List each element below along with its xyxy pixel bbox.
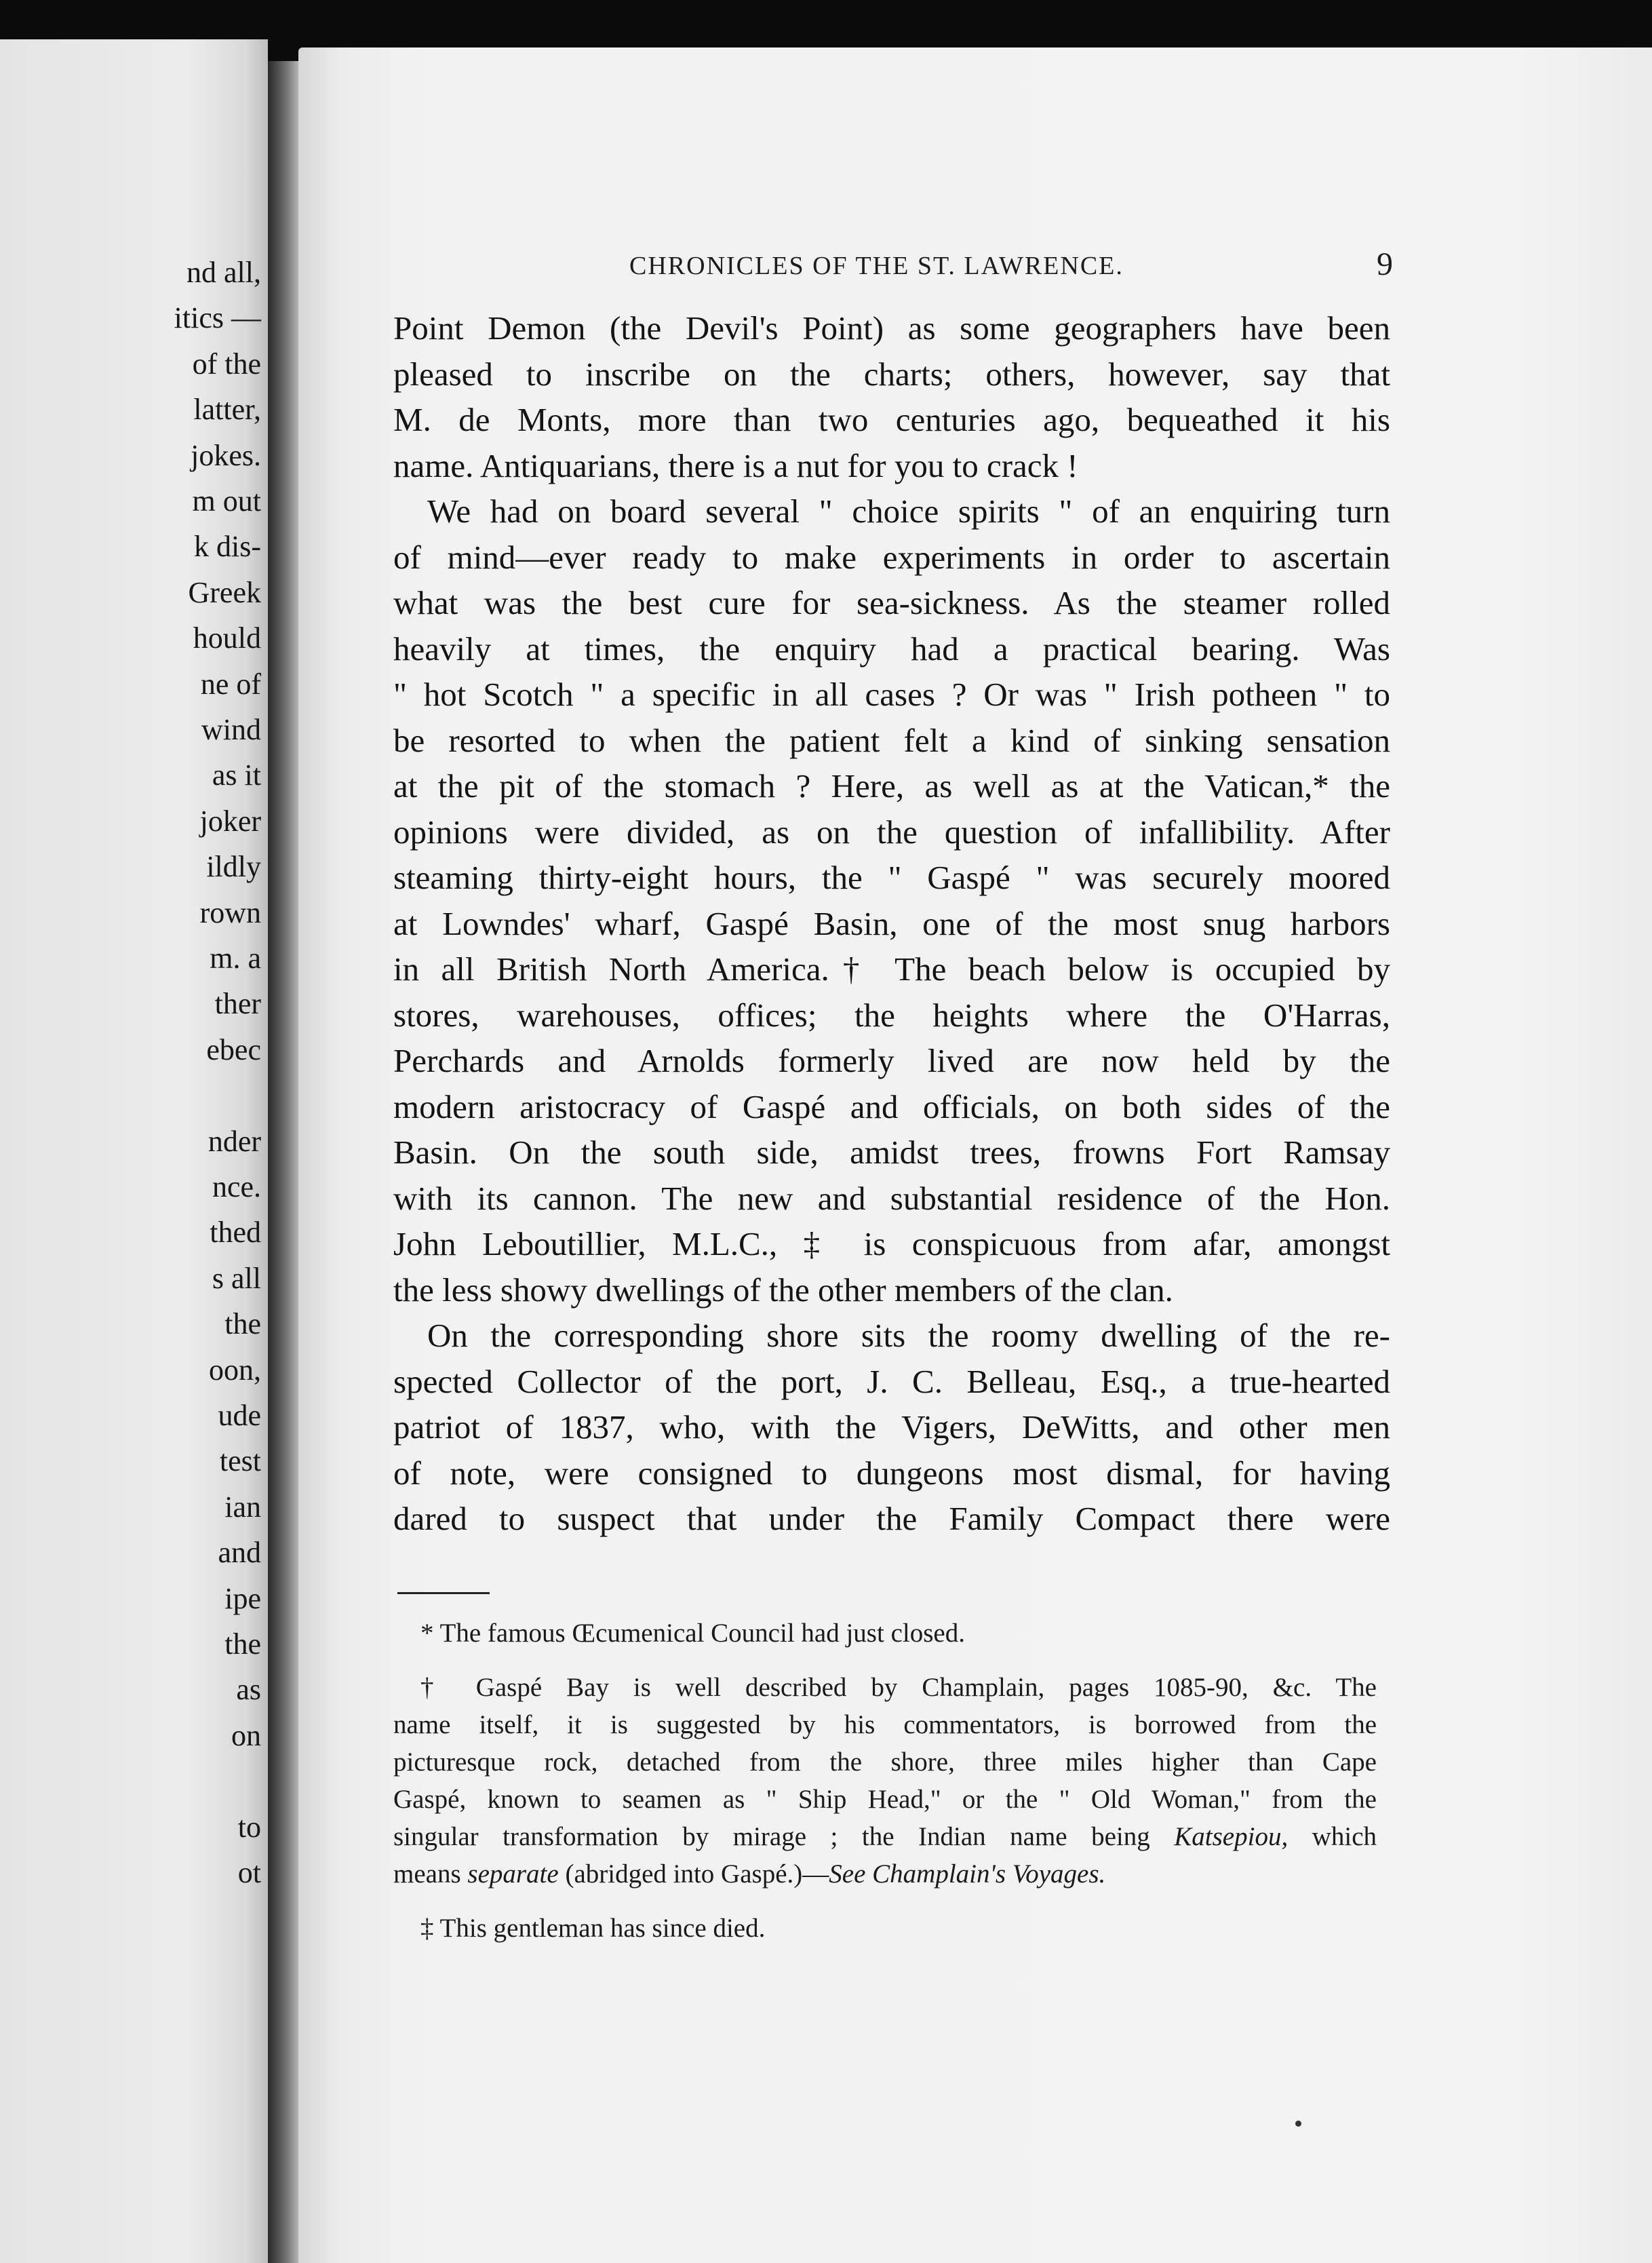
- body-line: Point Demon (the Devil's Point) as some geographers have been: [393, 309, 1390, 347]
- footnote-gaspe-line: † Gaspé Bay is well described by Champlain, pages 1085-90, &c. The: [420, 1673, 1377, 1702]
- body-line: dared to suspect that under the Family Compact there were: [393, 1500, 1390, 1537]
- body-line: with its cannon. The new and substantial residence of the Hon.: [393, 1179, 1390, 1217]
- body-line: steaming thirty-eight hours, the " Gaspé " was securely moored: [393, 859, 1390, 896]
- left-page-fragment: jokes.: [191, 438, 261, 472]
- footnote-vatican: * The famous Œcumenical Council had just closed.: [420, 1619, 965, 1648]
- left-page-fragment: as it: [212, 758, 261, 792]
- left-page-fragment: rown: [199, 895, 261, 929]
- left-page-fragment: ebec: [206, 1032, 261, 1066]
- left-page-fragment: ot: [237, 1856, 261, 1889]
- body-line: stores, warehouses, offices; the heights where the O'Harras,: [393, 996, 1390, 1034]
- body-line: Perchards and Arnolds formerly lived are now held by the: [393, 1042, 1390, 1079]
- left-page-fragment: Greek: [188, 575, 261, 609]
- left-page-fragment: wind: [201, 713, 261, 746]
- left-page-fragment: hould: [193, 621, 261, 655]
- left-page-fragment: ian: [224, 1490, 261, 1524]
- left-page-fragment: of the: [192, 347, 261, 381]
- footnote-indian-name: Katsepiou,: [1174, 1822, 1289, 1851]
- left-page-fragment: s all: [212, 1261, 261, 1295]
- body-line: at the pit of the stomach ? Here, as well as at the Vatican,* the: [393, 767, 1390, 805]
- footnote-leboutillier: ‡ This gentleman has since died.: [420, 1914, 766, 1943]
- page-number: 9: [1377, 246, 1393, 282]
- footnote-separate-word: separate: [467, 1859, 559, 1889]
- footnote-gaspe-line: picturesque rock, detached from the shore, three miles higher than Cape: [393, 1747, 1377, 1777]
- body-line: in all British North America.† The beach below is occupied by: [393, 950, 1390, 988]
- left-page-fragment: m out: [192, 484, 261, 518]
- footnote-gaspe-line: name itself, it is suggested by his commentators, is borrowed from the: [393, 1710, 1377, 1739]
- body-line: of note, were consigned to dungeons most dismal, for having: [393, 1454, 1390, 1492]
- left-page-fragment: nder: [208, 1124, 261, 1158]
- left-page-fragment: ildly: [206, 850, 261, 884]
- body-line: be resorted to when the patient felt a kind of sinking sensation: [393, 721, 1390, 759]
- body-line: at Lowndes' wharf, Gaspé Basin, one of the most snug harbors: [393, 904, 1390, 942]
- footnote-gaspe-text: means: [393, 1859, 468, 1889]
- body-line: opinions were divided, as on the question of infallibility. After: [393, 813, 1390, 851]
- body-line: what was the best cure for sea-sickness. As the steamer rolled: [393, 584, 1390, 621]
- body-line: " hot Scotch " a specific in all cases ? Or was " Irish potheen " to: [393, 676, 1390, 713]
- left-page-fragment: ipe: [224, 1581, 261, 1615]
- left-page-fragment: the: [224, 1307, 261, 1341]
- body-line: heavily at times, the enquiry had a practical bearing. Was: [393, 630, 1390, 668]
- body-line: pleased to inscribe on the charts; others, however, say that: [393, 355, 1390, 393]
- footnotes: [393, 1614, 1377, 1947]
- body-line: Basin. On the south side, amidst trees, frowns Fort Ramsay: [393, 1134, 1390, 1171]
- footnote-gaspe-text: which: [1288, 1822, 1377, 1851]
- left-page-fragment: ude: [218, 1399, 261, 1432]
- left-page-fragment: as: [236, 1673, 261, 1707]
- footnote-gaspe-line: [393, 1818, 1377, 1855]
- left-page-fragment: test: [219, 1444, 261, 1478]
- left-page-fragment: on: [231, 1718, 261, 1752]
- facing-page-left: [0, 39, 268, 2263]
- body-line: John Leboutillier, M.L.C., ‡ is conspicuous from afar, amongst: [393, 1225, 1390, 1262]
- left-page-fragment: m. a: [210, 942, 261, 975]
- footnote-gaspe-line: [393, 1855, 1377, 1893]
- left-page-fragment: nce.: [212, 1170, 261, 1203]
- body-line: name. Antiquarians, there is a nut for you to crack !: [393, 446, 1078, 484]
- left-page-fragment: and: [218, 1536, 261, 1570]
- footnote-gaspe-text: (abridged into Gaspé.)—: [558, 1859, 829, 1889]
- body-line: On the corresponding shore sits the roomy dwelling of the re-: [427, 1317, 1390, 1354]
- body-text: [393, 305, 1390, 1542]
- left-page-fragment: itics —: [174, 301, 261, 335]
- left-page-fragment: to: [237, 1810, 261, 1844]
- running-title: CHRONICLES OF THE ST. LAWRENCE.: [629, 252, 1124, 280]
- body-line: modern aristocracy of Gaspé and officials, on both sides of the: [393, 1087, 1390, 1125]
- left-page-fragment: ther: [214, 987, 261, 1021]
- body-line: M. de Monts, more than two centuries ago, bequeathed it his: [393, 401, 1390, 438]
- body-line: of mind—ever ready to make experiments in order to ascertain: [393, 538, 1390, 576]
- footnote-rule: [397, 1592, 490, 1594]
- body-line: We had on board several " choice spirits " of an enquiring turn: [427, 492, 1390, 530]
- left-page-fragment: nd all,: [186, 256, 261, 289]
- left-page-fragment: the: [224, 1627, 261, 1661]
- left-page-fragment: oon,: [209, 1353, 261, 1387]
- footnote-gaspe-text: singular transformation by mirage ; the Indian name being: [393, 1822, 1150, 1851]
- body-line: spected Collector of the port, J. C. Belleau, Esq., a true-hearted: [393, 1362, 1390, 1400]
- scan-speck: [1295, 2121, 1301, 2127]
- left-page-fragment: thed: [210, 1216, 261, 1250]
- left-page-fragment: joker: [199, 804, 261, 838]
- footnote-gaspe-line: Gaspé, known to seamen as " Ship Head," or the " Old Woman," from the: [393, 1785, 1377, 1814]
- footnote-champlain-reference: See Champlain's Voyages.: [829, 1859, 1106, 1889]
- body-line: patriot of 1837, who, with the Vigers, DeWitts, and other men: [393, 1408, 1390, 1446]
- left-page-fragment: ne of: [200, 667, 261, 701]
- body-line: the less showy dwellings of the other members of the clan.: [393, 1271, 1173, 1309]
- left-page-fragment: latter,: [193, 393, 261, 427]
- left-page-fragment: k dis-: [194, 530, 261, 564]
